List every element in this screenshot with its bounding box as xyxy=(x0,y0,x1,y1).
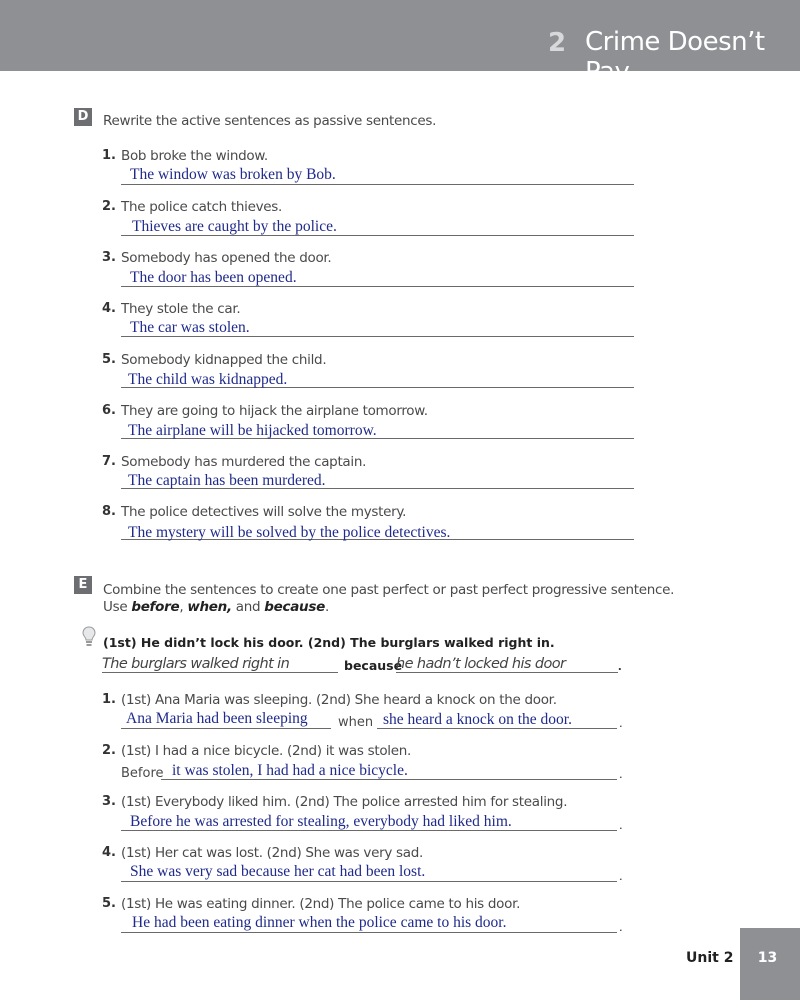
d-item-number: 8. xyxy=(102,504,116,519)
e-item-prompt: (1st) He was eating dinner. (2nd) The police came to his door. xyxy=(121,896,521,912)
instr-because: because xyxy=(264,599,325,615)
d-item-prompt: The police detectives will solve the mystery. xyxy=(121,504,407,520)
section-e-instruction: Combine the sentences to create one past perfect or past perfect progressive sentence. xyxy=(103,582,675,598)
page-number: 13 xyxy=(757,950,778,966)
example-line-right xyxy=(396,672,618,673)
lightbulb-icon xyxy=(82,626,96,648)
e-item-number: 5. xyxy=(102,896,116,911)
e-period: . xyxy=(619,766,623,781)
d-item-prompt: The police catch thieves. xyxy=(121,199,283,215)
d-item-number: 4. xyxy=(102,301,116,316)
d-item-answer: The mystery will be solved by the police detectives. xyxy=(128,524,451,541)
instr-when: when, xyxy=(187,599,232,615)
e-answer-line[interactable] xyxy=(161,779,617,780)
instr-use: Use xyxy=(103,599,128,615)
d-item-answer: The door has been opened. xyxy=(130,269,297,286)
e-item-number: 1. xyxy=(102,692,116,707)
d-item-answer: The car was stolen. xyxy=(130,319,250,336)
example-period: . xyxy=(618,658,622,673)
example-connector: because xyxy=(344,658,403,673)
footer-unit-label: Unit 2 xyxy=(686,950,734,966)
e-item-prompt: (1st) Everybody liked him. (2nd) The police arrested him for stealing. xyxy=(121,794,568,810)
section-e-badge: E xyxy=(74,576,92,594)
e-item-connector: when xyxy=(338,715,374,730)
d-item-answer: The airplane will be hijacked tomorrow. xyxy=(128,422,377,439)
unit-number: 2 xyxy=(548,28,567,58)
d-answer-line[interactable] xyxy=(121,184,634,185)
e-item-prefix: Before xyxy=(121,766,164,781)
section-d-badge: D xyxy=(74,108,92,126)
d-item-prompt: Bob broke the window. xyxy=(121,148,268,164)
section-e-instruction-line2: Use before, when, and because. xyxy=(103,599,329,615)
d-item-number: 5. xyxy=(102,352,116,367)
e-period: . xyxy=(619,817,623,832)
e-item-number: 4. xyxy=(102,845,116,860)
d-item-number: 2. xyxy=(102,199,116,214)
d-item-prompt: They are going to hijack the airplane tomorrow. xyxy=(121,403,428,419)
e-item-answer: He had been eating dinner when the police came to his door. xyxy=(132,914,507,931)
e-item-answer-right: she heard a knock on the door. xyxy=(383,711,572,728)
e-item-prompt: (1st) I had a nice bicycle. (2nd) it was stolen. xyxy=(121,743,411,759)
d-item-answer: The captain has been murdered. xyxy=(128,472,326,489)
d-item-number: 1. xyxy=(102,148,116,163)
e-answer-line-left[interactable] xyxy=(121,728,331,729)
example-prompt: (1st) He didn’t lock his door. (2nd) The burglars walked right in. xyxy=(103,635,555,650)
e-item-answer: it was stolen, I had had a nice bicycle. xyxy=(172,762,408,779)
e-period: . xyxy=(619,715,623,730)
example-answer-right: he hadn’t locked his door xyxy=(396,656,566,672)
d-item-prompt: Somebody has opened the door. xyxy=(121,250,332,266)
example-line-left xyxy=(102,672,338,673)
d-item-number: 3. xyxy=(102,250,116,265)
d-item-number: 6. xyxy=(102,403,116,418)
e-item-prompt: (1st) Ana Maria was sleeping. (2nd) She heard a knock on the door. xyxy=(121,692,557,708)
e-item-answer: She was very sad because her cat had been lost. xyxy=(130,863,426,880)
e-item-answer: Before he was arrested for stealing, everybody had liked him. xyxy=(130,813,512,830)
e-answer-line[interactable] xyxy=(121,932,617,933)
d-item-prompt: Somebody kidnapped the child. xyxy=(121,352,327,368)
section-d-instruction: Rewrite the active sentences as passive sentences. xyxy=(103,113,437,129)
unit-title: Crime Doesn’t Pay xyxy=(585,27,765,87)
d-item-number: 7. xyxy=(102,454,116,469)
e-answer-line-right[interactable] xyxy=(377,728,617,729)
d-item-answer: The child was kidnapped. xyxy=(128,371,288,388)
e-answer-line[interactable] xyxy=(121,881,617,882)
d-item-answer: The window was broken by Bob. xyxy=(130,166,336,183)
e-answer-line[interactable] xyxy=(121,830,617,831)
e-period: . xyxy=(619,919,623,934)
example-answer-left: The burglars walked right in xyxy=(102,656,290,672)
e-item-prompt: (1st) Her cat was lost. (2nd) She was very sad. xyxy=(121,845,423,861)
d-item-answer: Thieves are caught by the police. xyxy=(132,218,337,235)
d-item-prompt: They stole the car. xyxy=(121,301,241,317)
e-item-number: 3. xyxy=(102,794,116,809)
instr-and: and xyxy=(235,599,261,615)
e-item-answer-left: Ana Maria had been sleeping xyxy=(126,710,308,727)
instr-before: before xyxy=(131,599,180,615)
e-item-number: 2. xyxy=(102,743,116,758)
d-item-prompt: Somebody has murdered the captain. xyxy=(121,454,367,470)
e-period: . xyxy=(619,868,623,883)
